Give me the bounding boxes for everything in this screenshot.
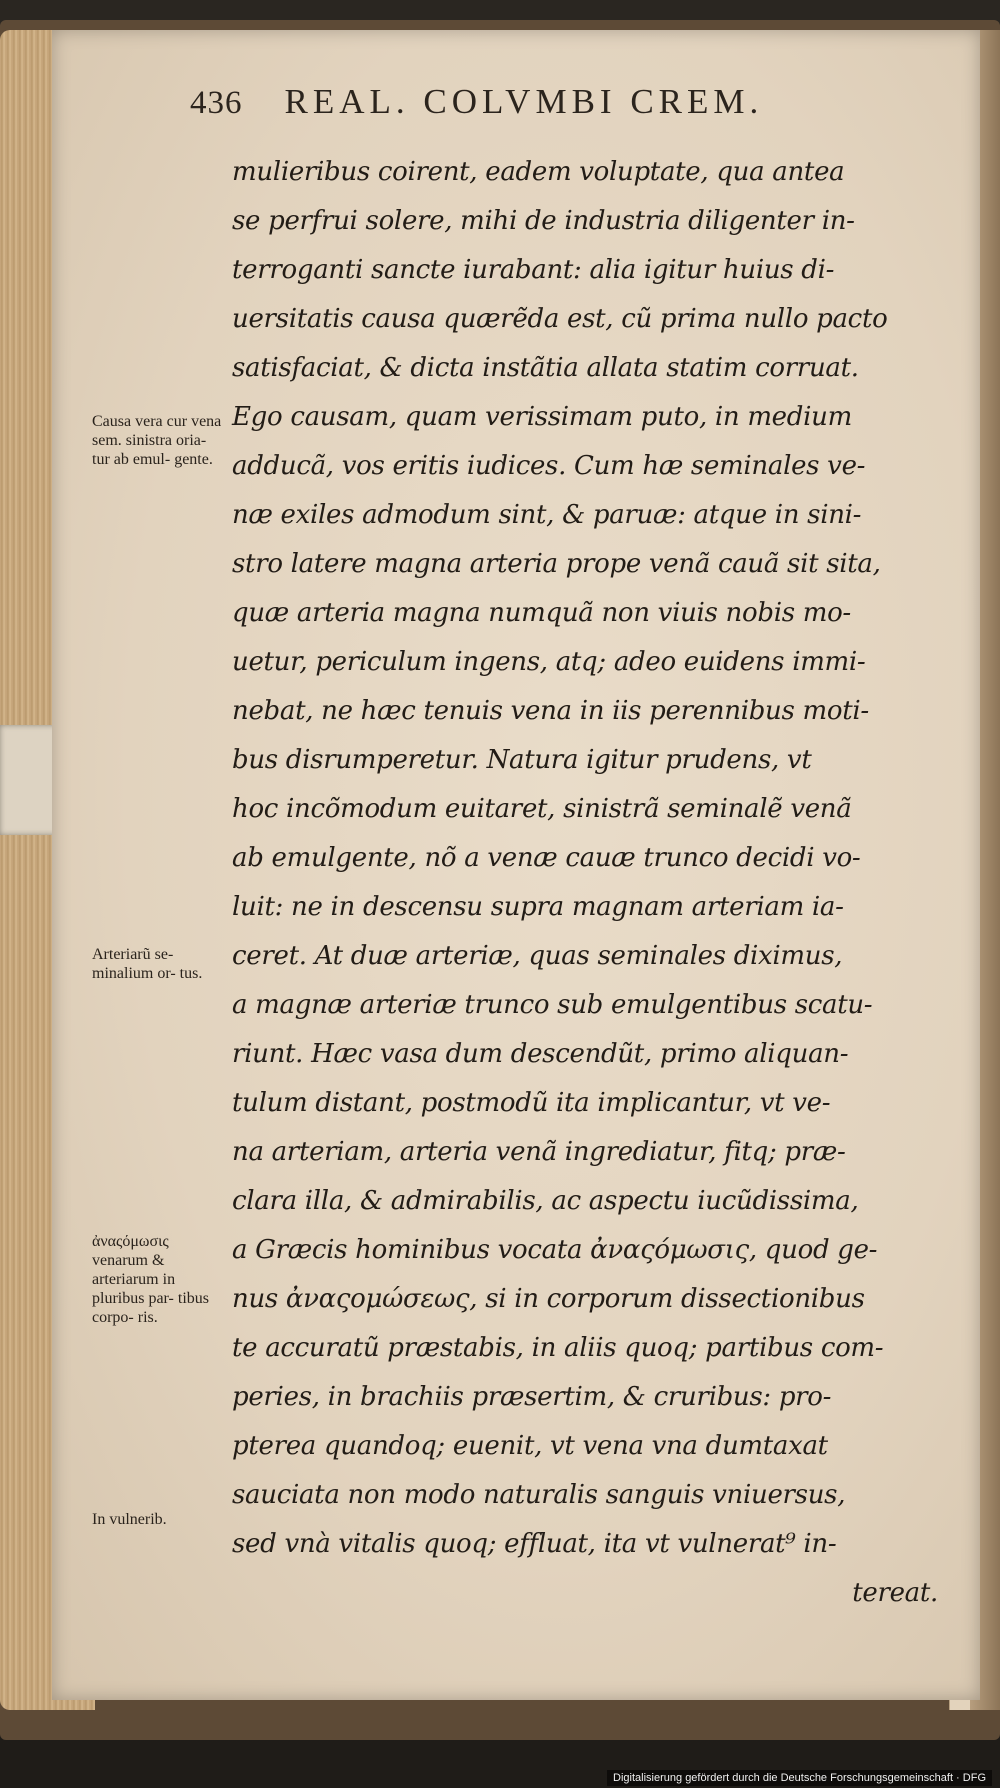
text-line: adducã, vos eritis iudices. Cum hæ seminales ve- <box>232 451 866 481</box>
running-head: REAL. COLVMBI CREM. <box>284 82 764 121</box>
text-line: mulieribus coirent, eadem voluptate, qua antea <box>232 157 845 187</box>
text-line: sed vnà vitalis quoq; effluat, ita vt vulnerat⁹ in- <box>232 1529 837 1559</box>
text-line: peries, in brachiis præsertim, & cruribus: pro- <box>232 1382 832 1412</box>
text-line: hoc incõmodum euitaret, sinistrã seminalẽ venã <box>232 794 852 824</box>
text-line: se perfrui solere, mihi de industria diligenter in- <box>232 206 855 236</box>
text-line: satisfaciat, & dicta instãtia allata statim corruat. <box>232 353 859 383</box>
text-line: ab emulgente, nõ a venæ cauæ trunco decidi vo- <box>232 843 861 873</box>
text-line: quæ arteria magna numquã non viuis nobis mo- <box>232 598 851 628</box>
margin-note: Causa vera cur vena sem. sinistra oria- tur ab emul- gente. <box>92 413 222 468</box>
text-line: pterea quandoq; euenit, vt vena vna dumtaxat <box>232 1431 828 1461</box>
text-line: te accuratũ præstabis, in aliis quoq; partibus com- <box>232 1333 884 1363</box>
text-line: riunt. Hæc vasa dum descendũt, primo aliquan- <box>232 1039 849 1069</box>
text-line: uetur, periculum ingens, atq; adeo euidens immi- <box>232 647 866 677</box>
text-line: tulum distant, postmodũ ita implicantur, vt ve- <box>232 1088 831 1118</box>
margin-note: Arteriarũ se- minalium or- tus. <box>92 946 203 982</box>
text-line: tereat. <box>852 1578 938 1608</box>
text-line: uersitatis causa quærẽda est, cũ prima nullo pacto <box>232 304 888 334</box>
text-line: Ego causam, quam verissimam puto, in medium <box>232 402 852 432</box>
text-line: ceret. At duæ arteriæ, quas seminales diximus, <box>232 941 843 971</box>
text-line: bus disrumperetur. Natura igitur prudens, vt <box>232 745 812 775</box>
page-header <box>190 82 890 122</box>
text-line: a Græcis hominibus vocata ἀναςόμωσις, quod ge- <box>232 1235 878 1265</box>
main-text <box>232 148 950 1618</box>
text-line: terroganti sancte iurabant: alia igitur huius di- <box>232 255 835 285</box>
margin-note: ἀναςόμωσις venarum & arteriarum in pluribus par- tibus corpo- ris. <box>92 1233 209 1326</box>
digitization-credit: Digitalisierung gefördert durch die Deutsche Forschungsgemeinschaft · DFG <box>607 1770 992 1786</box>
page-number: 436 <box>190 85 243 121</box>
text-line: nebat, ne hæc tenuis vena in iis perennibus moti- <box>232 696 869 726</box>
text-line: na arteriam, arteria venã ingrediatur, fitq; præ- <box>232 1137 846 1167</box>
margin-note: In vulnerib. <box>92 1511 167 1528</box>
text-line: stro latere magna arteria prope venã cauã sit sita, <box>232 549 881 579</box>
text-line: sauciata non modo naturalis sanguis vniuersus, <box>232 1480 846 1510</box>
text-line: clara illa, & admirabilis, ac aspectu iucũdissima, <box>232 1186 859 1216</box>
text-line: nus ἀναςομώσεως, si in corporum dissectionibus <box>232 1284 865 1314</box>
text-line: a magnæ arteriæ trunco sub emulgentibus scatu- <box>232 990 873 1020</box>
text-line: luit: ne in descensu supra magnam arteriam ia- <box>232 892 844 922</box>
text-line: næ exiles admodum sint, & paruæ: atque in sini- <box>232 500 862 530</box>
